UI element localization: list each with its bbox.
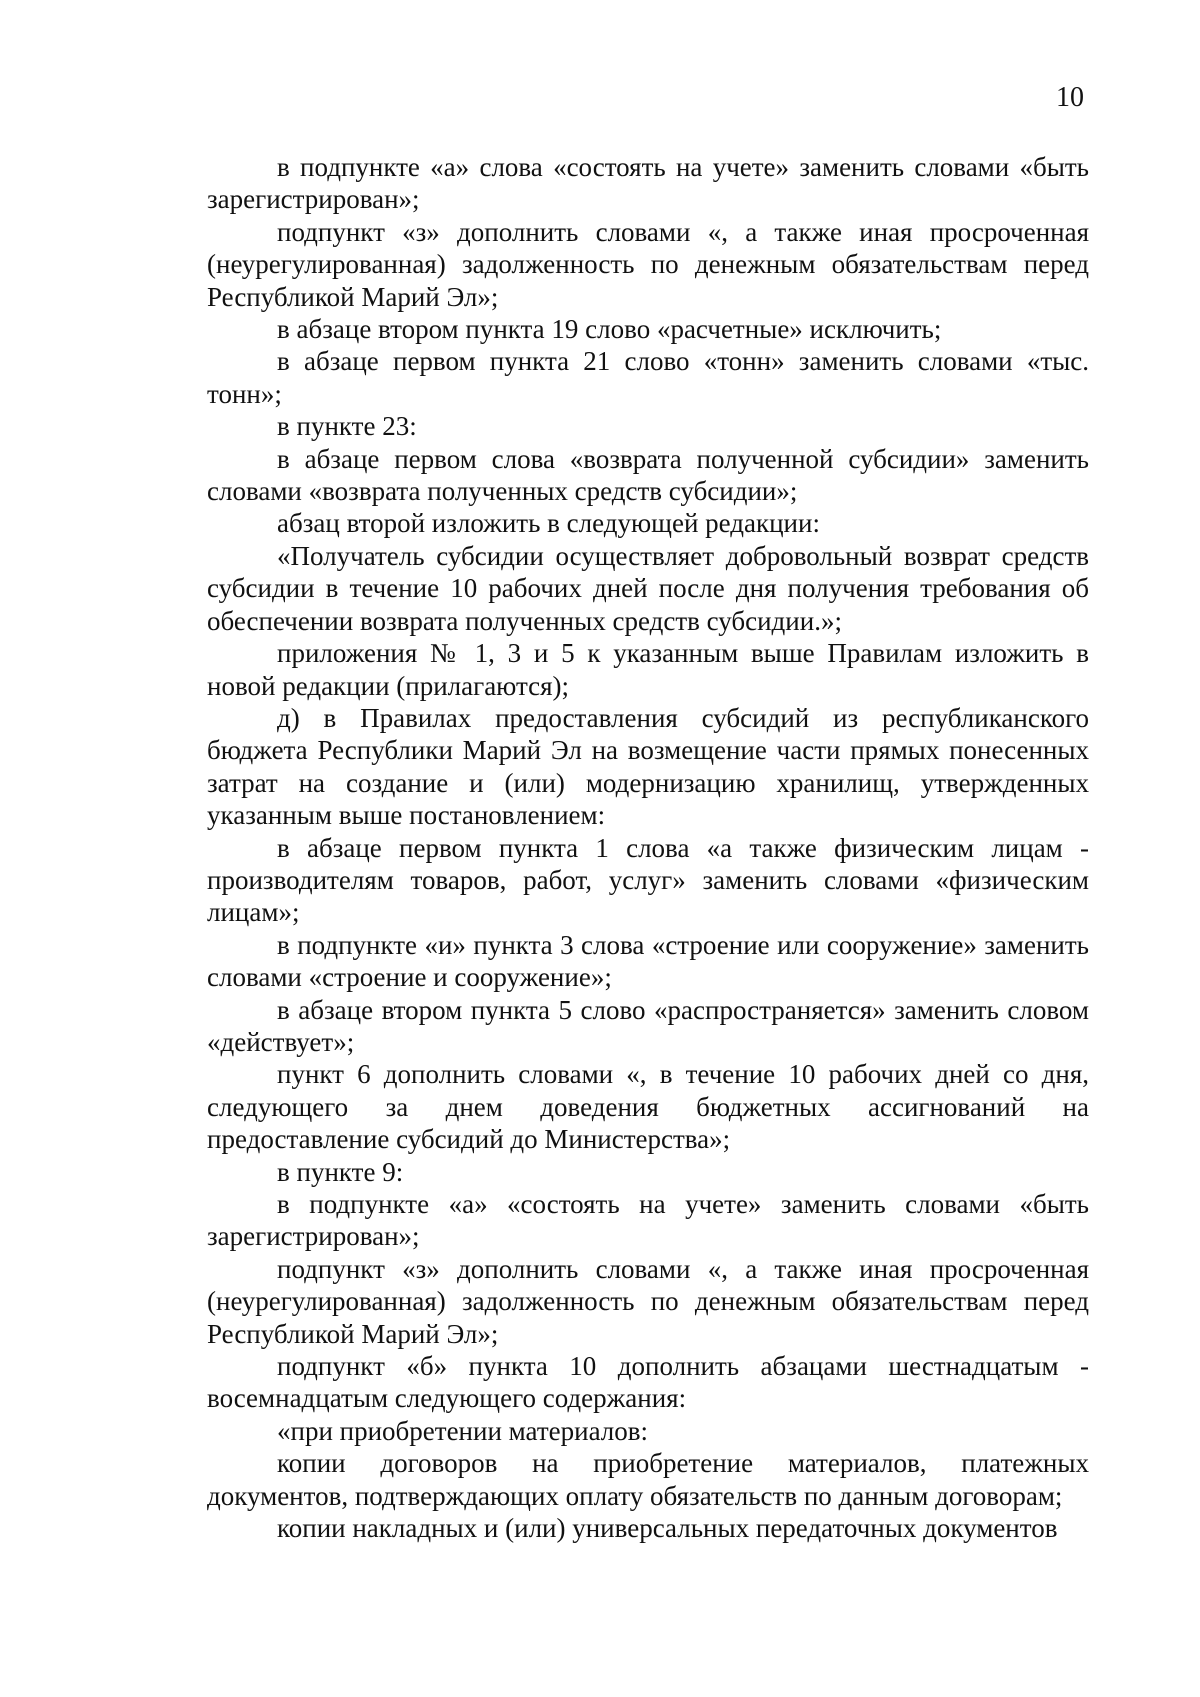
paragraph: приложения № 1, 3 и 5 к указанным выше Правилам изложить в новой редакции (прилагаются);: [207, 638, 1089, 701]
paragraph: в подпункте «и» пункта 3 слова «строение или сооружение» заменить словами «строение и сооружение»;: [207, 929, 1089, 993]
document-body: [207, 151, 1089, 1544]
paragraph: пункт 6 дополнить словами «, в течение 10 рабочих дней со дня, следующего за днем доведения бюджетных ассигнований на предоставление субсидий до Министерства»;: [207, 1059, 1089, 1155]
paragraph: в абзаце первом слова «возврата полученной субсидии» заменить словами «возврата полученных средств субсидии»;: [207, 443, 1089, 507]
paragraph: в подпункте «а» «состоять на учете» заменить словами «быть зарегистрирован»;: [207, 1189, 1089, 1252]
paragraph: в пункте 9:: [277, 1156, 404, 1187]
paragraph: в абзаце втором пункта 5 слово «распространяется» заменить словом «действует»;: [207, 994, 1089, 1057]
paragraph: в абзаце втором пункта 19 слово «расчетные» исключить;: [277, 314, 942, 345]
paragraph: копии договоров на приобретение материалов, платежных документов, подтверждающих оплату обязательств по данным договорам;: [207, 1448, 1089, 1511]
paragraph: в подпункте «а» слова «состоять на учете» заменить словами «быть зарегистрирован»;: [207, 152, 1089, 215]
paragraph: д) в Правилах предоставления субсидий из республиканского бюджета Республики Марий Эл на возмещение части прямых понесенных затрат на создание и (или) модернизацию хранилищ, утвержденных указанным выше постановлением:: [207, 702, 1089, 831]
paragraph: в абзаце первом пункта 1 слова «а также физическим лицам - производителям товаров, работ, услуг» заменить словами «физическим лицам»;: [207, 832, 1089, 928]
paragraph: «при приобретении материалов:: [277, 1415, 649, 1446]
paragraph: подпункт «б» пункта 10 дополнить абзацами шестнадцатым - восемнадцатым следующего содержания:: [207, 1351, 1089, 1414]
paragraph: «Получатель субсидии осуществляет добровольный возврат средств субсидии в течение 10 рабочих дней после дня получения требования об обеспечении возврата полученных средств субсидии.»;: [207, 540, 1089, 636]
paragraph: копии накладных и (или) универсальных передаточных документов: [277, 1513, 1058, 1544]
page-number: 10: [1056, 82, 1084, 113]
paragraph: абзац второй изложить в следующей редакции:: [277, 508, 820, 539]
paragraph: в абзаце первом пункта 21 слово «тонн» заменить словами «тыс. тонн»;: [207, 346, 1089, 409]
paragraph: подпункт «з» дополнить словами «, а также иная просроченная (неурегулированная) задолженность по денежным обязательствам перед Республикой Марий Эл»;: [207, 216, 1089, 312]
paragraph: в пункте 23:: [277, 411, 417, 442]
paragraph: подпункт «з» дополнить словами «, а также иная просроченная (неурегулированная) задолженность по денежным обязательствам перед Республикой Марий Эл»;: [207, 1253, 1089, 1349]
